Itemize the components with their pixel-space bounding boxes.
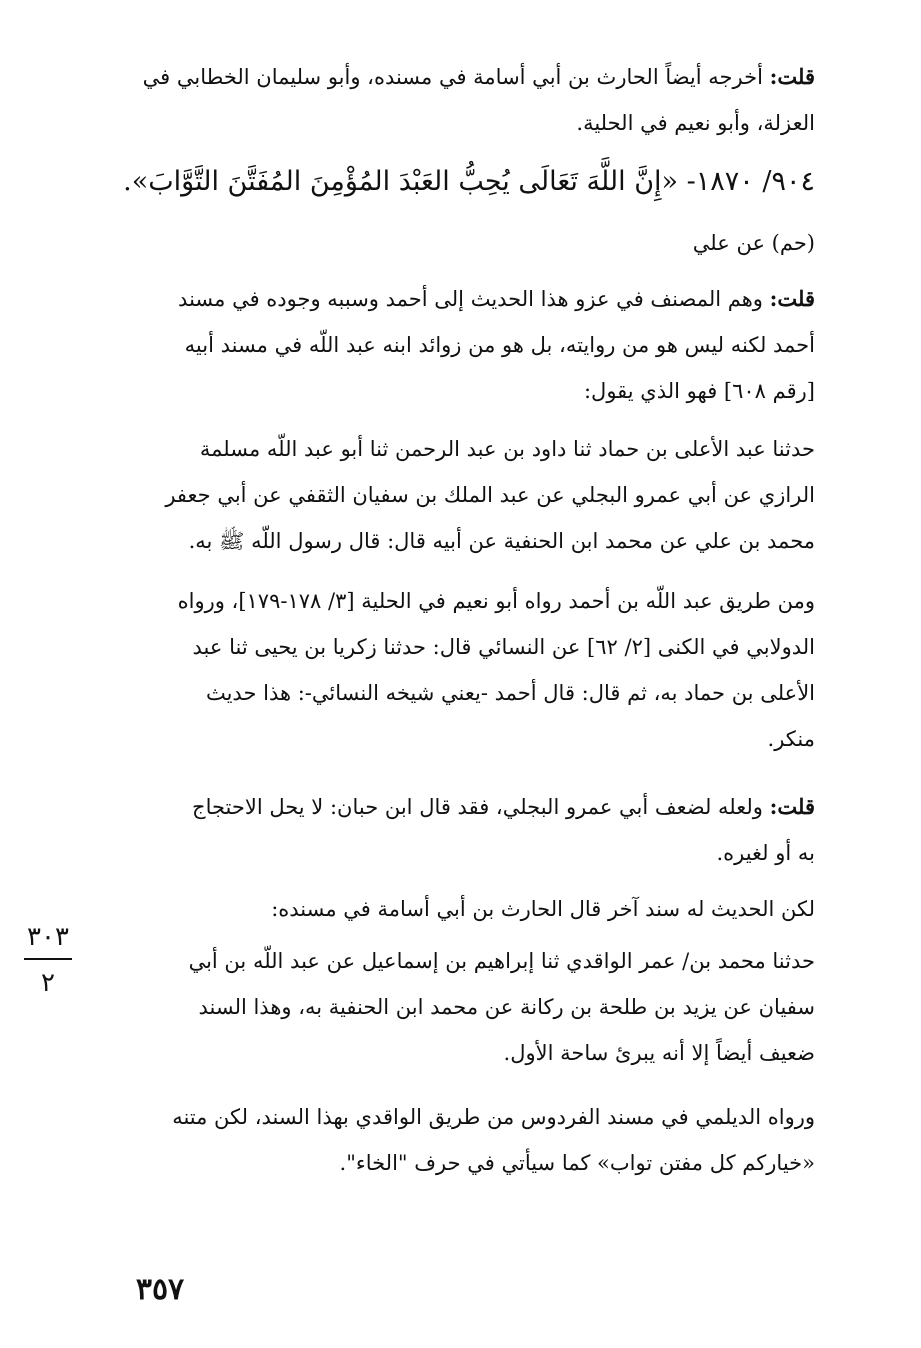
hadith-text — [100, 156, 815, 208]
paragraph-line: ورواه الديلمي في مسند الفردوس من طريق الواقدي بهذا السند، لكن متنه — [172, 1105, 815, 1129]
paragraph-4 — [100, 578, 815, 762]
margin-top-number: ٣٠٣ — [27, 922, 69, 952]
paragraph-line: حدثنا محمد بن/ عمر الواقدي ثنا إبراهيم بن إسماعيل عن عبد اللّه بن أبي — [188, 949, 815, 973]
paragraph-line: لكن الحديث له سند آخر قال الحارث بن أبي أسامة في مسنده: — [271, 897, 815, 921]
paragraph-line: الرازي عن أبي عمرو البجلي عن عبد الملك بن سفيان الثقفي عن أبي جعفر — [165, 483, 815, 507]
paragraph-6 — [100, 886, 815, 932]
paragraph-2 — [100, 276, 815, 414]
qult-label: قلت: — [769, 64, 815, 89]
line-text: وهم المصنف في عزو هذا الحديث إلى أحمد وسببه وجوده في مسند — [178, 287, 763, 311]
paragraph-line: [رقم ٦٠٨] فهو الذي يقول: — [583, 379, 815, 403]
paragraph-line: أحمد لكنه ليس هو من روايته، بل هو من زوائد ابنه عبد اللّه في مسند أبيه — [184, 333, 815, 357]
paragraph-5 — [100, 784, 815, 876]
paragraph-line — [100, 276, 815, 322]
paragraph-line: الأعلى بن حماد به، ثم قال: قال أحمد -يعني شيخه النسائي-: هذا حديث — [205, 681, 815, 705]
hadith-line: ٩٠٤/ ١٨٧٠- «إِنَّ اللَّهَ تَعَالَى يُحِبُّ العَبْدَ المُؤْمِنَ المُفَتَّنَ التَّوَّابَ». — [123, 166, 815, 197]
hadith-source — [100, 220, 815, 266]
paragraph-line: الدولابي في الكنى [٢/ ٦٢] عن النسائي قال: حدثنا زكريا بن يحيى ثنا عبد — [192, 635, 815, 659]
paragraph-line: العزلة، وأبو نعيم في الحلية. — [576, 111, 815, 135]
paragraph-line: سفيان عن يزيد بن طلحة بن ركانة عن محمد ابن الحنفية به، وهذا السند — [198, 995, 815, 1019]
paragraph-line: «خياركم كل مفتن تواب» كما سيأتي في حرف "الخاء". — [339, 1151, 815, 1175]
paragraph-line: به أو لغيره. — [716, 841, 815, 865]
page-number: ٣٥٧ — [135, 1272, 185, 1307]
paragraph-line: منكر. — [767, 727, 815, 751]
source-line: (حم) عن علي — [692, 231, 815, 255]
paragraph-7 — [100, 938, 815, 1076]
line-text: ولعله لضعف أبي عمرو البجلي، فقد قال ابن حبان: لا يحل الاحتجاج — [192, 795, 763, 819]
paragraph-1 — [100, 54, 815, 146]
margin-bottom-number: ٢ — [41, 968, 55, 998]
paragraph-3 — [100, 426, 815, 564]
manuscript-page-reference — [18, 918, 78, 1002]
paragraph-line: محمد بن علي عن محمد ابن الحنفية عن أبيه قال: قال رسول اللّه ﷺ به. — [188, 529, 815, 553]
paragraph-line — [100, 784, 815, 830]
qult-label: قلت: — [769, 794, 815, 819]
margin-divider — [24, 958, 72, 960]
paragraph-line: ضعيف أيضاً إلا أنه يبرئ ساحة الأول. — [503, 1041, 815, 1065]
qult-label: قلت: — [769, 286, 815, 311]
paragraph-line: ومن طريق عبد اللّه بن أحمد رواه أبو نعيم في الحلية [٣/ ١٧٨-١٧٩]، ورواه — [177, 589, 815, 613]
paragraph-line — [100, 54, 815, 100]
line-text: أخرجه أيضاً الحارث بن أبي أسامة في مسنده، وأبو سليمان الخطابي في — [142, 65, 763, 89]
paragraph-8 — [100, 1094, 815, 1186]
paragraph-line: حدثنا عبد الأعلى بن حماد ثنا داود بن عبد الرحمن ثنا أبو عبد اللّه مسلمة — [199, 437, 815, 461]
